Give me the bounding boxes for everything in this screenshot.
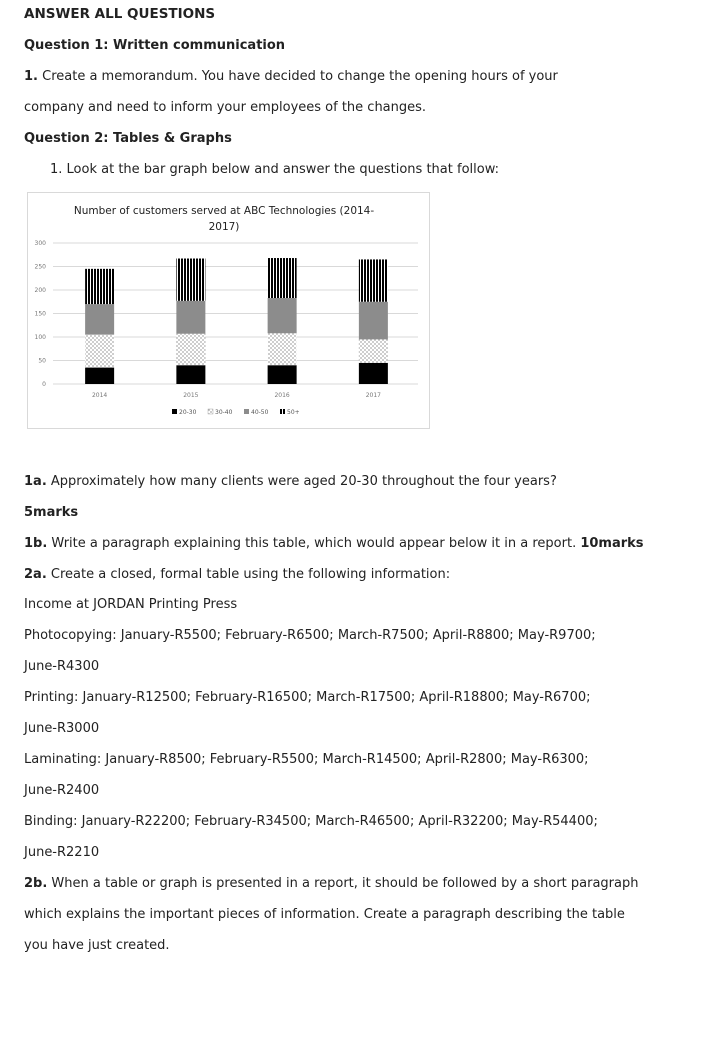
bar-segment-40-50-2017	[359, 302, 388, 340]
question-2b-line-3: you have just created.	[24, 938, 170, 953]
binding-line-1: Binding: January-R22200; February-R34500; March-R46500; April-R32200; May-R54400;	[24, 814, 598, 829]
x-tick-label: 2016	[274, 392, 290, 399]
bar-segment-50plus-2017	[359, 259, 388, 301]
printing-line-1: Printing: January-R12500; February-R16500; March-R17500; April-R18800; May-R6700;	[24, 690, 591, 705]
legend-swatch-40-50	[244, 409, 249, 414]
printing-line-2: June-R3000	[24, 721, 100, 736]
question-2a	[24, 568, 450, 581]
question-2b-line-1	[24, 877, 638, 890]
x-tick-label: 2014	[91, 392, 108, 399]
question-1a-number: 1a.	[24, 474, 47, 489]
bar-segment-50plus-2016	[268, 258, 297, 298]
laminating-line-1: Laminating: January-R8500; February-R5500; March-R14500; April-R2800; May-R6300;	[24, 752, 589, 767]
question-2-item-1: 1. Look at the bar graph below and answer the questions that follow:	[50, 162, 499, 177]
laminating-line-2: June-R2400	[24, 783, 100, 798]
legend-label: 20-30	[179, 409, 197, 416]
bar-segment-20-30-2017	[359, 363, 388, 384]
question-1b	[24, 537, 644, 550]
question-1b-text: Write a paragraph explaining this table, which would appear below it in a report.	[47, 536, 581, 551]
y-tick-label: 250	[34, 263, 46, 271]
bar-segment-40-50-2014	[85, 304, 114, 335]
page-heading: ANSWER ALL QUESTIONS	[24, 6, 216, 22]
x-tick-label: 2017	[365, 392, 382, 399]
bar-segment-30-40-2017	[359, 339, 388, 363]
question-2a-text: Create a closed, formal table using the following information:	[46, 567, 451, 582]
income-title: Income at JORDAN Printing Press	[24, 597, 238, 612]
y-tick-label: 50	[38, 357, 46, 365]
question-1-number: 1.	[24, 69, 38, 84]
chart-bars	[85, 258, 388, 384]
question-1a-text: Approximately how many clients were aged 20-30 throughout the four years?	[46, 474, 557, 489]
question-1a-marks: 5marks	[24, 505, 79, 520]
bar-segment-30-40-2016	[268, 333, 297, 365]
legend-label: 30-40	[215, 409, 233, 416]
question-1-line-1	[24, 70, 558, 83]
y-tick-label: 300	[34, 240, 46, 247]
y-tick-label: 150	[34, 310, 46, 318]
bar-segment-50plus-2014	[85, 269, 114, 304]
question-1-text-1: Create a memorandum. You have decided to change the opening hours of your	[37, 69, 558, 84]
bar-segment-40-50-2015	[176, 301, 205, 334]
legend-label: 40-50	[251, 409, 269, 416]
bar-segment-20-30-2014	[85, 368, 114, 384]
legend-label: 50+	[287, 409, 300, 416]
legend-swatch-30-40	[208, 409, 213, 414]
bar-chart-canvas	[28, 193, 429, 428]
y-tick-label: 200	[34, 287, 46, 294]
bar-chart	[27, 192, 430, 429]
binding-line-2: June-R2210	[24, 845, 100, 860]
question-2b-text-1: When a table or graph is presented in a report, it should be followed by a short paragraph	[47, 876, 639, 891]
bar-segment-40-50-2016	[268, 298, 297, 333]
bar-segment-50plus-2015	[176, 259, 205, 301]
chart-title-line-2: 2017)	[208, 221, 240, 233]
chart-x-axis	[92, 392, 381, 399]
legend-swatch-20-30	[172, 409, 177, 414]
photocopying-line-1: Photocopying: January-R5500; February-R6500; March-R7500; April-R8800; May-R9700;	[24, 628, 596, 643]
question-1b-number: 1b.	[24, 536, 48, 551]
chart-title-line-1: Number of customers served at ABC Technologies (2014-	[73, 205, 375, 217]
bar-segment-30-40-2015	[176, 334, 205, 365]
question-1-line-2: company and need to inform your employees of the changes.	[24, 100, 427, 115]
bar-segment-20-30-2015	[176, 365, 205, 384]
question-2-title: Question 2: Tables & Graphs	[24, 131, 232, 146]
x-tick-label: 2015	[183, 392, 199, 399]
chart-legend	[172, 409, 300, 416]
question-1a	[24, 475, 557, 488]
y-tick-label: 100	[34, 334, 46, 341]
question-1b-marks: 10marks	[580, 536, 644, 551]
question-2b-line-2: which explains the important pieces of information. Create a paragraph describing the table	[24, 907, 625, 922]
question-2b-number: 2b.	[24, 876, 48, 891]
question-1-title: Question 1: Written communication	[24, 38, 286, 53]
chart-y-axis	[35, 240, 47, 388]
question-2a-number: 2a.	[24, 567, 47, 582]
legend-swatch-50plus	[280, 409, 285, 414]
bar-segment-30-40-2014	[85, 335, 114, 368]
y-tick-label: 0	[42, 381, 46, 388]
bar-segment-20-30-2016	[268, 365, 297, 384]
photocopying-line-2: June-R4300	[24, 659, 100, 674]
